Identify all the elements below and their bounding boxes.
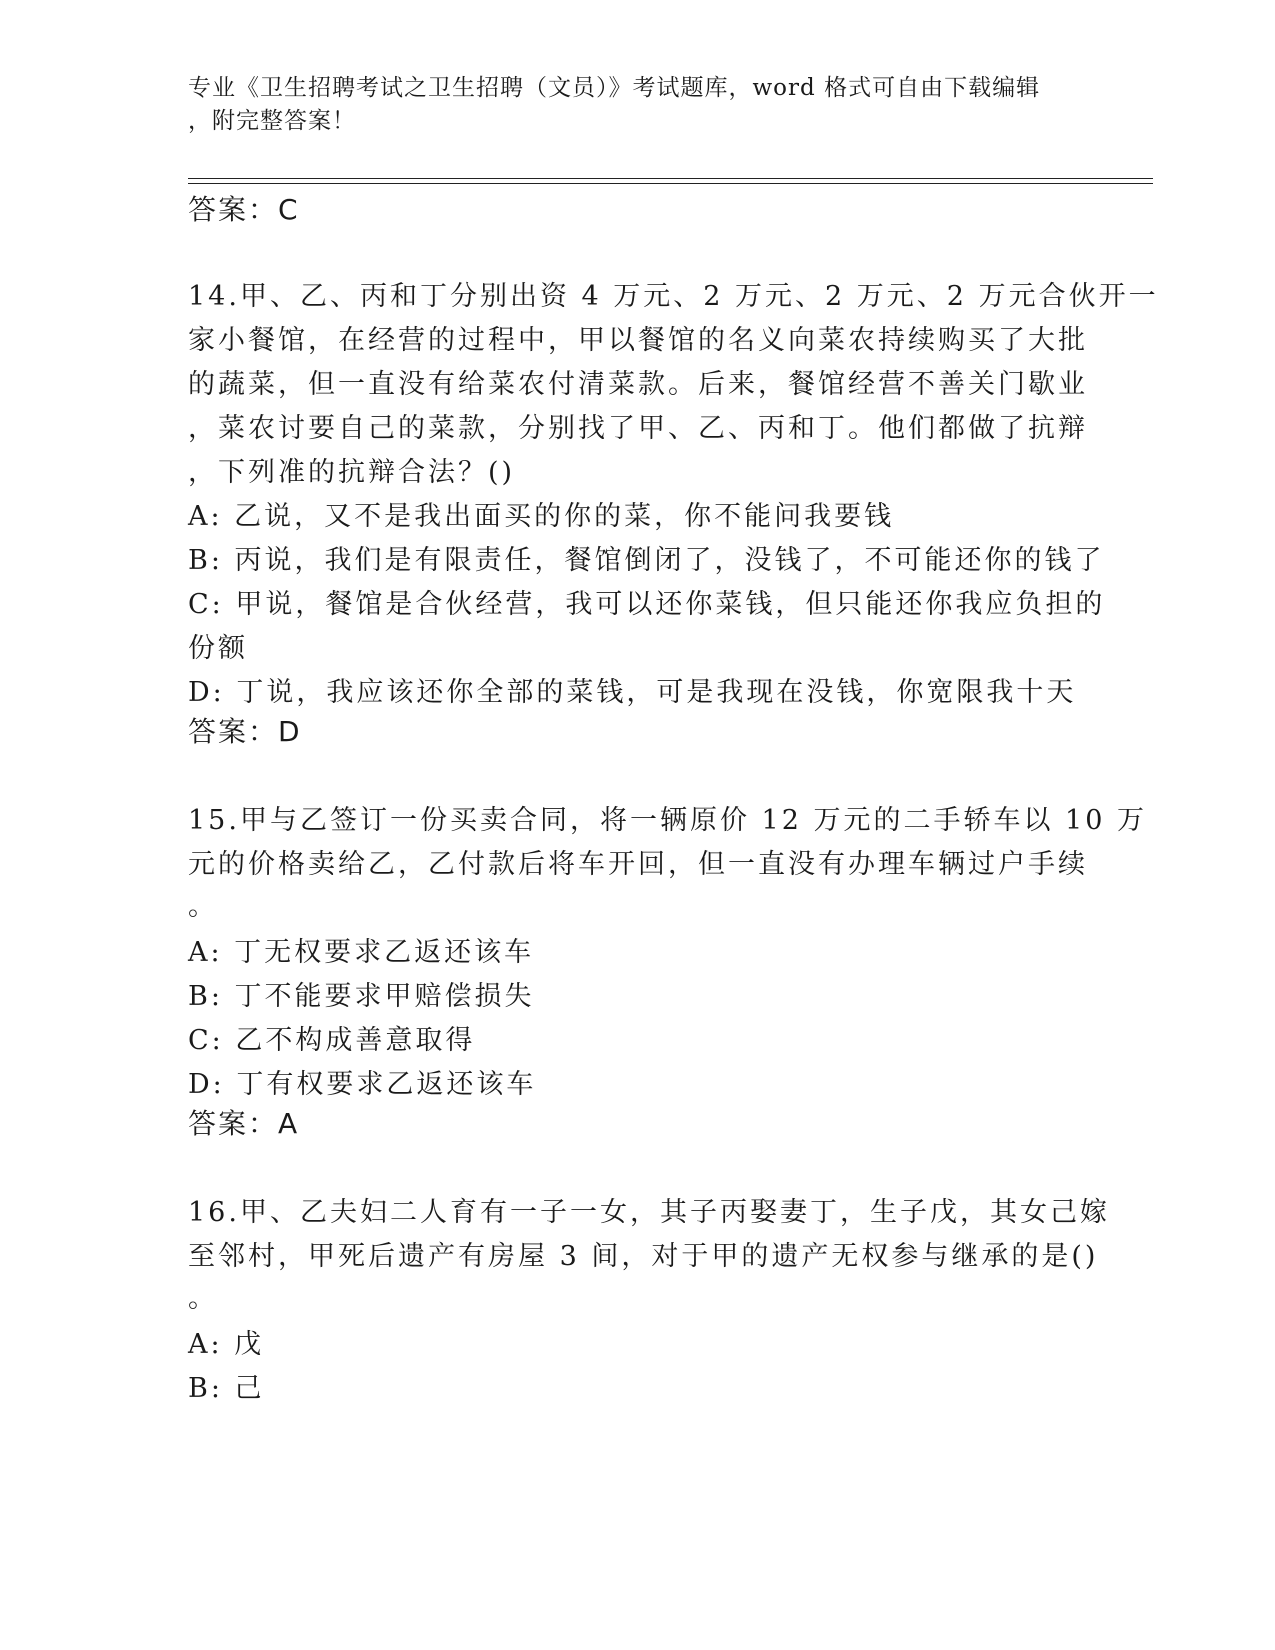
q14-line-3: 的蔬菜，但一直没有给菜农付清菜款。后来，餐馆经营不善关门歇业 (188, 369, 1088, 400)
q15-line-3: 。 (188, 891, 218, 922)
q16-line-2: 至邻村，甲死后遗产有房屋 3 间，对于甲的遗产无权参与继承的是() (188, 1241, 1099, 1272)
q15-option-a: A: 丁无权要求乙返还该车 (188, 937, 535, 968)
header-rule-bottom (188, 183, 1153, 184)
answer-q13: 答案：C (188, 193, 300, 226)
q14-option-b: B: 丙说，我们是有限责任，餐馆倒闭了，没钱了，不可能还你的钱了 (188, 545, 1105, 576)
header-rule-top (188, 178, 1153, 179)
q16-line-1: 16.甲、乙夫妇二人育有一子一女，其子丙娶妻丁，生子戊，其女己嫁 (188, 1197, 1110, 1228)
q15-option-d: D: 丁有权要求乙返还该车 (188, 1069, 537, 1100)
q14-line-5: ，下列准的抗辩合法？() (188, 457, 516, 488)
q14-option-c: C: 甲说，餐馆是合伙经营，我可以还你菜钱，但只能还你我应负担的 (188, 589, 1106, 620)
answer-q15: 答案：A (188, 1107, 300, 1140)
q15-option-c: C: 乙不构成善意取得 (188, 1025, 476, 1056)
q15-line-2: 元的价格卖给乙，乙付款后将车开回，但一直没有办理车辆过户手续 (188, 849, 1088, 880)
q14-option-c-cont: 份额 (188, 633, 248, 664)
answer-q14: 答案：D (188, 715, 302, 748)
q16-option-a: A: 戊 (188, 1329, 265, 1360)
q16-option-b: B: 己 (188, 1373, 265, 1404)
q16-line-3: 。 (188, 1283, 218, 1314)
q14-line-1: 14.甲、乙、丙和丁分别出资 4 万元、2 万元、2 万元、2 万元合伙开一 (188, 281, 1159, 312)
q15-line-1: 15.甲与乙签订一份买卖合同，将一辆原价 12 万元的二手轿车以 10 万 (188, 805, 1147, 836)
q14-line-2: 家小餐馆，在经营的过程中，甲以餐馆的名义向菜农持续购买了大批 (188, 325, 1088, 356)
q15-option-b: B: 丁不能要求甲赔偿损失 (188, 981, 535, 1012)
q14-option-a: A: 乙说，又不是我出面买的你的菜，你不能问我要钱 (188, 501, 895, 532)
q14-option-d: D: 丁说，我应该还你全部的菜钱，可是我现在没钱，你宽限我十天 (188, 677, 1077, 708)
page-header: 专业《卫生招聘考试之卫生招聘（文员）》考试题库，word 格式可自由下载编辑 ，附完整答案！ (188, 75, 1041, 134)
q14-line-4: ，菜农讨要自己的菜款，分别找了甲、乙、丙和丁。他们都做了抗辩 (188, 413, 1088, 444)
